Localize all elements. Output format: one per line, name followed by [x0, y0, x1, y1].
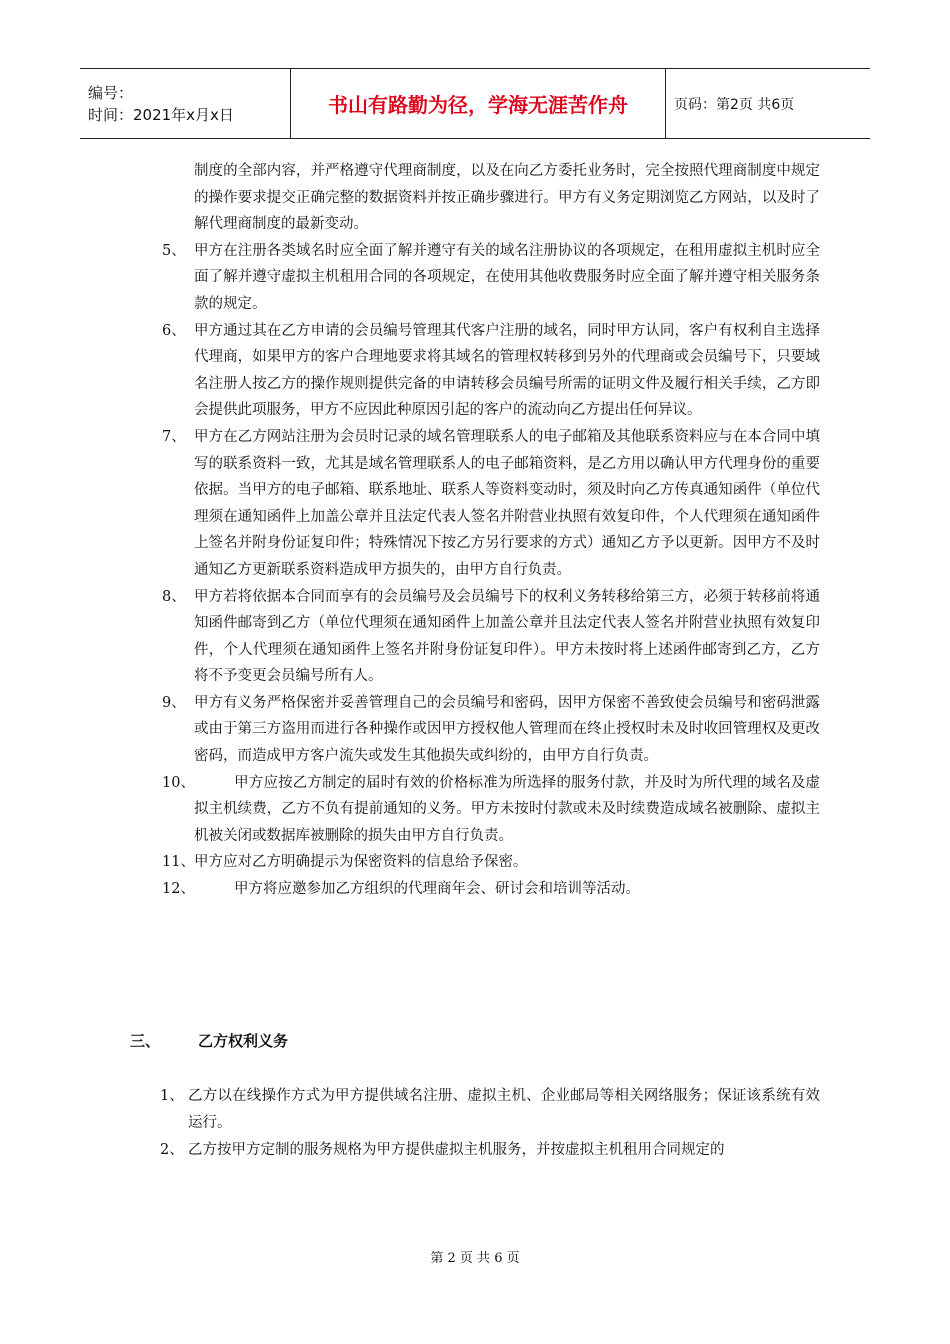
item-text: 甲方在注册各类域名时应全面了解并遵守有关的域名注册协议的各项规定，在租用虚拟主机时应全面了解并遵守虚拟主机租用合同的各项规定，在使用其他收费服务时应全面了解并遵守相关服务条款的规定。	[194, 242, 820, 312]
item-number: 8、	[162, 588, 186, 605]
list-item	[150, 876, 820, 903]
clause-list-2	[150, 1083, 820, 1164]
continuation-paragraph: 制度的全部内容，并严格遵守代理商制度，以及在向乙方委托业务时，完全按照代理商制度中规定的操作要求提交正确完整的数据资料并按正确步骤进行。甲方有义务定期浏览乙方网站，以及时了解代理商制度的最新变动。	[194, 163, 820, 233]
item-number: 6、	[162, 322, 186, 339]
item-number: 9、	[162, 694, 186, 711]
list-item	[150, 770, 820, 850]
item-text: 甲方若将依据本合同而享有的会员编号及会员编号下的权利义务转移给第三方，必须于转移前将通知函件邮寄到乙方（单位代理须在通知函件上加盖公章并且法定代表人签名并附营业执照有效复印件，个人代理须在通知函件上签名并附身份证复印件）。甲方未按时将上述函件邮寄到乙方，乙方将不予变更会员编号所有人。	[194, 588, 820, 685]
list-item	[150, 849, 820, 876]
item-number: 1、	[160, 1088, 184, 1104]
clause-list	[150, 158, 820, 903]
item-text: 甲方有义务严格保密并妥善管理自己的会员编号和密码，因甲方保密不善致使会员编号和密码泄露或由于第三方盗用而进行各种操作或因甲方授权他人管理而在终止授权时未及时收回管理权及更改密码，而造成甲方客户流失或发生其他损失或纠纷的，由甲方自行负责。	[194, 694, 820, 765]
item-text: 乙方按甲方定制的服务规格为甲方提供虚拟主机服务，并按虚拟主机租用合同规定的	[188, 1142, 725, 1158]
item-text: 乙方以在线操作方式为甲方提供域名注册、虚拟主机、企业邮局等相关网络服务；保证该系统有效运行。	[188, 1088, 820, 1131]
list-item	[150, 1137, 820, 1164]
item-number: 10、	[162, 774, 195, 791]
item-text: 甲方将应邀参加乙方组织的代理商年会、研讨会和培训等活动。	[234, 881, 640, 898]
list-item	[150, 1083, 820, 1137]
header-page-label: 页码：第2页 共6页	[674, 96, 795, 113]
item-number: 5、	[162, 242, 186, 259]
page-header	[80, 68, 870, 139]
list-item	[150, 318, 820, 424]
item-text: 甲方应对乙方明确提示为保密资料的信息给予保密。	[194, 854, 528, 871]
header-meta	[80, 69, 291, 138]
time-label: 时间：2021年x月x日	[88, 105, 234, 124]
list-item	[150, 238, 820, 318]
item-text: 甲方在乙方网站注册为会员时记录的域名管理联系人的电子邮箱及其他联系资料应与在本合同中填写的联系资料一致，尤其是域名管理联系人的电子邮箱资料，是乙方用以确认甲方代理身份的重要依据。当甲方的电子邮箱、联系地址、联系人等资料变动时，须及时向乙方传真通知函件（单位代理须在通知函件上加盖公章并且法定代表人签名并附营业执照有效复印件，个人代理须在通知函件上签名并附身份证复印件；特殊情况下按乙方另行要求的方式）通知乙方予以更新。因甲方不及时通知乙方更新联系资料造成甲方损失的，由甲方自行负责。	[194, 428, 820, 578]
list-item	[150, 690, 820, 770]
item-text: 甲方应按乙方制定的届时有效的价格标准为所选择的服务付款，并及时为所代理的域名及虚拟主机续费，乙方不负有提前通知的义务。甲方未按时付款或未及时续费造成域名被删除、虚拟主机被关闭或数据库被删除的损失由甲方自行负责。	[194, 774, 820, 844]
header-motto: 书山有路勤为径，学海无涯苦作舟	[291, 69, 666, 138]
item-number: 11、	[162, 854, 195, 871]
list-item	[150, 424, 820, 584]
item-number: 12、	[162, 881, 195, 898]
page-footer: 第 2 页 共 6 页	[430, 1251, 520, 1266]
item-number: 7、	[162, 428, 186, 445]
section-number: 三、	[130, 1032, 161, 1050]
item-text: 甲方通过其在乙方申请的会员编号管理其代客户注册的域名，同时甲方认同，客户有权利自主选择代理商，如果甲方的客户合理地要求将其域名的管理权转移到另外的代理商或会员编号下，只要域名注册人按乙方的操作规则提供完备的申请转移会员编号所需的证明文件及履行相关手续，乙方即会提供此项服务，甲方不应因此种原因引起的客户的流动向乙方提出任何异议。	[194, 322, 820, 419]
item-number: 2、	[160, 1142, 184, 1158]
code-label: 编号：	[88, 83, 134, 102]
list-item	[150, 584, 820, 690]
section-title: 乙方权利义务	[198, 1032, 289, 1050]
